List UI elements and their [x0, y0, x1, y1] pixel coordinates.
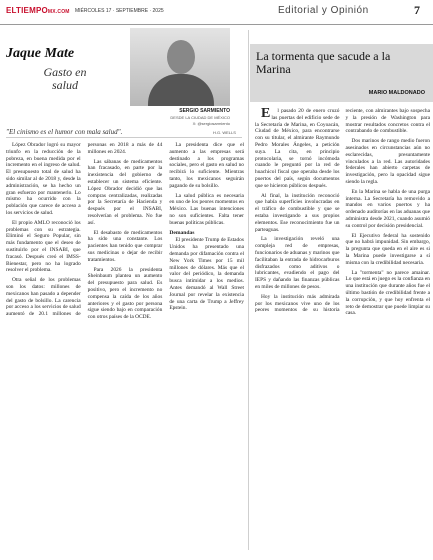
column-subtitle: Gasto en salud [43, 65, 87, 92]
paragraph: La "tormenta" no parece amainar. Lo que está en juego es la confianza en una institución que durante años fue el último bastión de credibilidad frente a la corrupción, y que hoy enfrenta el reto de demostrar que puede limpiar su casa. [345, 269, 430, 317]
left-opinion-column [0, 24, 248, 560]
paragraph: La salud pública es necesaria en uno de los peores momentos en México. Las buenas intenciones no son suficientes. Falta tener buenas políticas públicas. [169, 192, 244, 226]
page-number: 7 [414, 3, 420, 17]
paragraph: Para 2026 la presidenta Sheinbaum plantea un aumento del presupuesto para salud. Es positivo, pero el incremento no compensa la caída de los años anteriores y el gasto por persona sigue siendo bajo en comparación con otros países de la OCDE. [87, 266, 163, 321]
headline: La tormenta que sacude a la Marina [256, 49, 391, 76]
paragraph: El presidente Trump de Estados Unidos ha presentado una demanda por difamación contra el New York Times por 15 mil millones de dólares. Más que el valor del periódico, la demanda busca intimidar a los medios. Antes demandó al Wall Street Journal por revelar la existencia de una carta de Trump a Jeffrey Epstein. [169, 237, 244, 312]
paragraph: La investigación reveló una compleja red de empresas, funcionarios de aduanas y marinos que facilitaban la entrada de hidrocarburos disfrazados como aditivos o lubricantes, evadiendo el pago del IEPS y dañando las finanzas públicas en miles de millones de pesos. [255, 236, 340, 290]
section-title: Editorial y Opinión [278, 5, 369, 16]
column-divider [248, 30, 249, 550]
paragraph: La presidenta dice que el aumento a las empresas será destinado a los programas sociales, pero el gasto en salud no recibirá lo suficiente. Mientras tanto, los mexicanos seguirán pagando de su bolsillo. [169, 142, 244, 189]
column-title: Jaque Mate [6, 46, 75, 61]
paragraph: En la Marina se habla de una purga interna. La Secretaría ha removido a mandos en varios puertos y ha ordenado auditorías en las aduanas que administra desde 2021, cuando asumió su control por decisión presidencial. [345, 188, 430, 229]
article-body [255, 108, 430, 554]
author-photo [130, 28, 230, 106]
divider [6, 137, 242, 138]
paragraph: El desabasto de medicamentos ha sido una constante. Los pacientes han tenido que comprar sus medicinas o dejar de recibir tratamientos. [87, 229, 163, 263]
paragraph: Otra señal de los problemas son los datos: millones de mexicanos han pasado a depender del gasto de bolsillo. La carencia por acceso a los servicios de salud aumentó de 20.1 millones de personas en 2018 a más de 44 millones en 2024. [6, 142, 163, 318]
author-name: SERGIO SARMIENTO [179, 108, 230, 114]
paragraph: El Ejecutivo federal ha sostenido que no habrá impunidad. Sin embargo, la pregunta que queda en el aire es si la Marina puede investigarse a sí misma con la credibilidad necesaria. [345, 232, 430, 266]
epigraph-source: H.G. WELLS [213, 130, 236, 135]
epigraph-quote: "El cinismo es el humor con mala salud". [6, 128, 123, 136]
newspaper-logo[interactable]: ELTIEMPOMX.COM [6, 6, 70, 15]
paragraph: López Obrador logró su mayor triunfo en la reducción de la pobreza, en buena medida por el incremento en el ingreso de salud. El presupuesto total de salud ha sido similar al de 2018 y, desde la administración, se ha hecho un gran esfuerzo por mantenerlo. Lo mismo ha ocurrido con la población que carece de acceso a los servicios de salud. [6, 142, 81, 216]
author-handle[interactable]: X: @sergiosarmiento [192, 121, 230, 126]
article-body [6, 142, 244, 552]
headline-banner [250, 44, 433, 102]
paragraph: Al final, la institución reconoció que había superficies involucradas en el tráfico de combustible y que se estaba investigando a sus propios elementos. Ese reconocimiento fue un parteaguas. [255, 192, 340, 233]
paragraph: Las sábanas de medicamentos han fracasado, en parte por la inexistencia del gobierno de establecer un sistema eficiente. López Obrador decidió que las compras centralizadas, realizadas por la Secretaría de Hacienda y después por el INSABI, resolverían el problema. No fue así. [87, 158, 163, 226]
paragraph: El propio AMLO reconoció los problemas con su estrategia. Eliminó el Seguro Popular, sin más fundamento que el deseo de sustituirlo por el INSABI, que fracasó. Después creó el IMSS-Bienestar, pero no ha logrado resolver el problema. [6, 219, 81, 274]
author-location: DESDE LA CIUDAD DE MÉXICO [170, 115, 230, 120]
paragraph: El pasado 20 de enero cruzó las puertas del edificio sede de la Secretaría de Marina, en Coyoacán, Ciudad de México, para encontrarse con su titular, el almirante Raymundo Pedro Morales Ángeles, a petición suya. La cita, en principio protocolaria, se tornó incómoda cuando le preguntó por la red de huachicol fiscal que operaba desde los puertos del país, según documentos que se hicieron públicos después. [255, 106, 340, 189]
issue-date: MIÉRCOLES 17 · SEPTIEMBRE · 2025 [75, 8, 164, 14]
author-name: MARIO MALDONADO [368, 90, 425, 96]
masthead [0, 0, 433, 25]
right-opinion-column [250, 24, 433, 560]
subheading: Demandas [169, 229, 195, 236]
paragraph: Hoy la institución más admirada por los mexicanos vive uno de los peores momentos de su historia reciente, con almirantes bajo sospecha y la presión de Washington para mostrar resultados concretos contra el contrabando de combustible. [255, 108, 430, 314]
paragraph: Dos marinos de rango medio fueron asesinados en circunstancias aún no esclarecidas, presuntamente vinculados a la red. Las autoridades federales han abierto carpetas de investigación, pero la opacidad sigue siendo la regla. [345, 138, 430, 185]
